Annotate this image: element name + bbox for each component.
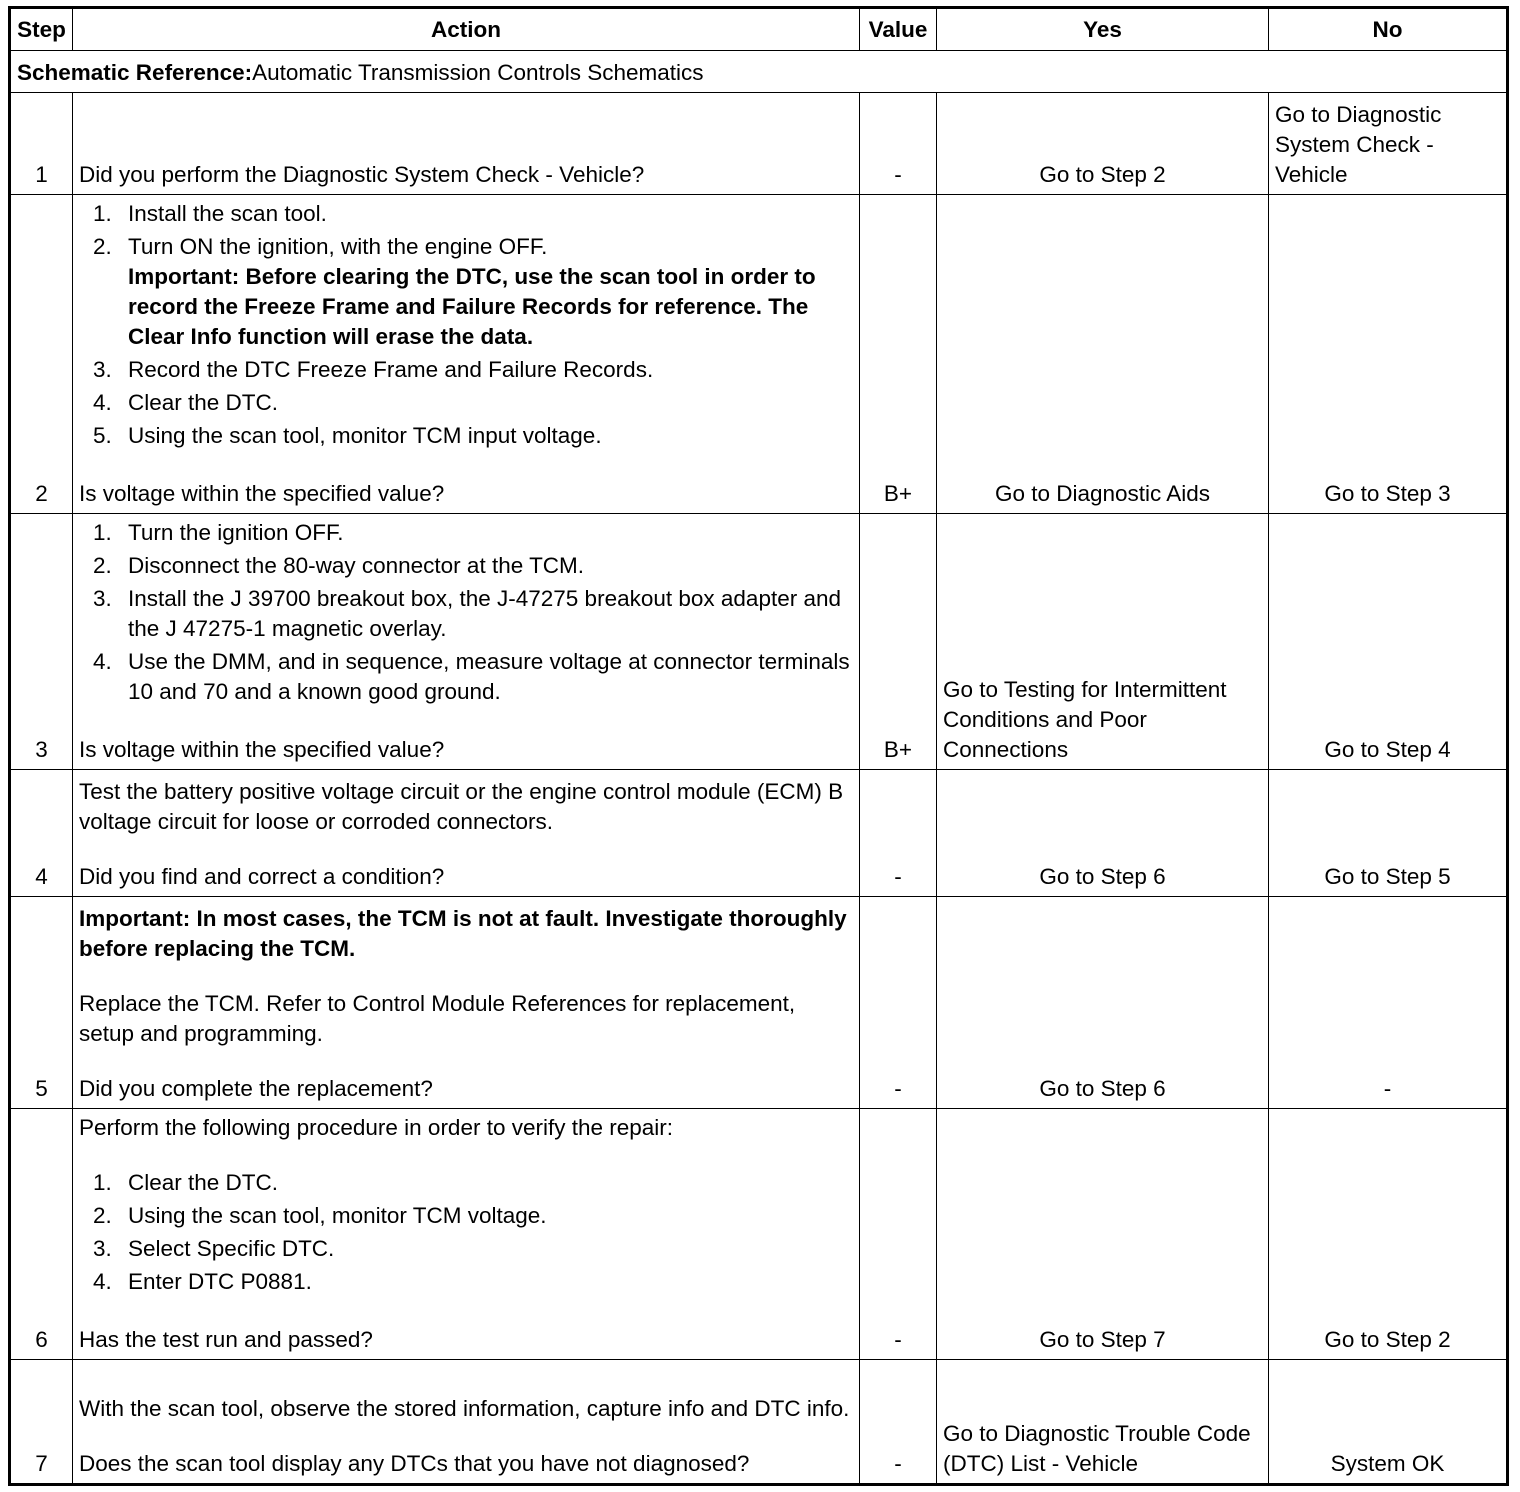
step-number: 1 [10, 93, 73, 195]
list-item: 1. Install the scan tool. [93, 201, 327, 226]
no-link: - [1269, 897, 1508, 1109]
value-cell: B+ [860, 514, 937, 770]
table-row [10, 770, 1508, 897]
value-cell: - [860, 770, 937, 897]
action-cell [73, 1360, 860, 1485]
action-text: With the scan tool, observe the stored information, capture info and DTC info. [79, 1396, 850, 1421]
table-row [10, 897, 1508, 1109]
table-row [10, 93, 1508, 195]
header-yes: Yes [937, 8, 1269, 51]
step-number: 2 [10, 195, 73, 514]
value-cell: - [860, 1360, 937, 1485]
list-item: 1. Clear the DTC. [93, 1170, 279, 1195]
header-value: Value [860, 8, 937, 51]
step-number: 5 [10, 897, 73, 1109]
header-no: No [1269, 8, 1508, 51]
yes-link[interactable]: Go to Step 6 [937, 770, 1269, 897]
step-number: 3 [10, 514, 73, 770]
list-item: 3. Record the DTC Freeze Frame and Failure Records. [93, 357, 654, 382]
diagnostic-table-sheet [8, 6, 1506, 1486]
action-cell [73, 514, 860, 770]
table-row [10, 195, 1508, 514]
yes-link[interactable]: Go to Diagnostic Aids [937, 195, 1269, 514]
yes-link[interactable]: Go to Step 6 [937, 897, 1269, 1109]
list-item: 3. Install the J 39700 breakout box, the J-47275 breakout box adapter and the J 47275-1 magnetic overlay. [93, 586, 842, 641]
list-item: 4. Enter DTC P0881. [93, 1269, 312, 1294]
step-number: 7 [10, 1360, 73, 1485]
list-item: 1. Turn the ignition OFF. [93, 520, 344, 545]
schematic-row [10, 51, 1508, 93]
yes-link[interactable]: Go to Diagnostic Trouble Code (DTC) List - Vehicle [937, 1360, 1269, 1485]
action-question: Does the scan tool display any DTCs that you have not diagnosed? [79, 1451, 750, 1476]
list-item: 4. Clear the DTC. [93, 390, 279, 415]
table-row [10, 514, 1508, 770]
procedure-list [79, 518, 853, 707]
important-note: Important: Before clearing the DTC, use the scan tool in order to record the Freeze Frame and Failure Records for reference. The Clear Info function will erase the data. [128, 264, 816, 349]
action-cell [73, 93, 860, 195]
schematic-label: Schematic Reference: [17, 60, 253, 85]
list-item: 2. Using the scan tool, monitor TCM voltage. [93, 1203, 547, 1228]
value-cell: - [860, 1109, 937, 1360]
no-link[interactable]: Go to Diagnostic System Check - Vehicle [1269, 93, 1508, 195]
procedure-list [79, 199, 853, 451]
header-step: Step [10, 8, 73, 51]
schematic-reference [10, 51, 1508, 93]
no-result: System OK [1269, 1360, 1508, 1485]
action-question: Did you find and correct a condition? [79, 864, 445, 889]
yes-link[interactable]: Go to Testing for Intermittent Conditions and Poor Connections [937, 514, 1269, 770]
list-item: 3. Select Specific DTC. [93, 1236, 335, 1261]
list-item: 5. Using the scan tool, monitor TCM input voltage. [93, 423, 602, 448]
action-question: Did you complete the replacement? [79, 1076, 433, 1101]
schematic-link[interactable]: Automatic Transmission Controls Schematics [252, 60, 704, 85]
header-action: Action [73, 8, 860, 51]
action-question: Has the test run and passed? [79, 1327, 373, 1352]
action-text: Perform the following procedure in order to verify the repair: [79, 1115, 674, 1140]
value-cell: B+ [860, 195, 937, 514]
action-cell [73, 770, 860, 897]
action-cell [73, 195, 860, 514]
yes-link[interactable]: Go to Step 7 [937, 1109, 1269, 1360]
action-cell [73, 1109, 860, 1360]
header-row [10, 8, 1508, 51]
value-cell: - [860, 93, 937, 195]
important-note: Important: In most cases, the TCM is not at fault. Investigate thoroughly before replacing the TCM. [79, 906, 847, 961]
step-number: 6 [10, 1109, 73, 1360]
action-question: Is voltage within the specified value? [79, 481, 445, 506]
diagnostic-table [8, 6, 1509, 1486]
action-cell [73, 897, 860, 1109]
action-text: Replace the TCM. Refer to Control Module References for replacement, setup and programming. [79, 991, 796, 1046]
list-item: 2. Disconnect the 80-way connector at the TCM. [93, 553, 585, 578]
no-link[interactable]: Go to Step 3 [1269, 195, 1508, 514]
no-link[interactable]: Go to Step 4 [1269, 514, 1508, 770]
table-row [10, 1109, 1508, 1360]
no-link[interactable]: Go to Step 2 [1269, 1109, 1508, 1360]
list-item: 2. Turn ON the ignition, with the engine OFF. Important: Before clearing the DTC, use the scan tool in order to record the Freeze Frame and Failure Records for reference. The Clear Info function will erase the data. [93, 234, 816, 349]
action-question: Did you perform the Diagnostic System Check - Vehicle? [79, 162, 645, 187]
value-cell: - [860, 897, 937, 1109]
action-text: Test the battery positive voltage circuit or the engine control module (ECM) B voltage circuit for loose or corroded connectors. [79, 779, 844, 834]
step-number: 4 [10, 770, 73, 897]
list-item: 4. Use the DMM, and in sequence, measure voltage at connector terminals 10 and 70 and a known good ground. [93, 649, 850, 704]
yes-link[interactable]: Go to Step 2 [937, 93, 1269, 195]
procedure-list [79, 1168, 853, 1297]
no-link[interactable]: Go to Step 5 [1269, 770, 1508, 897]
action-question: Is voltage within the specified value? [79, 737, 445, 762]
table-row [10, 1360, 1508, 1485]
